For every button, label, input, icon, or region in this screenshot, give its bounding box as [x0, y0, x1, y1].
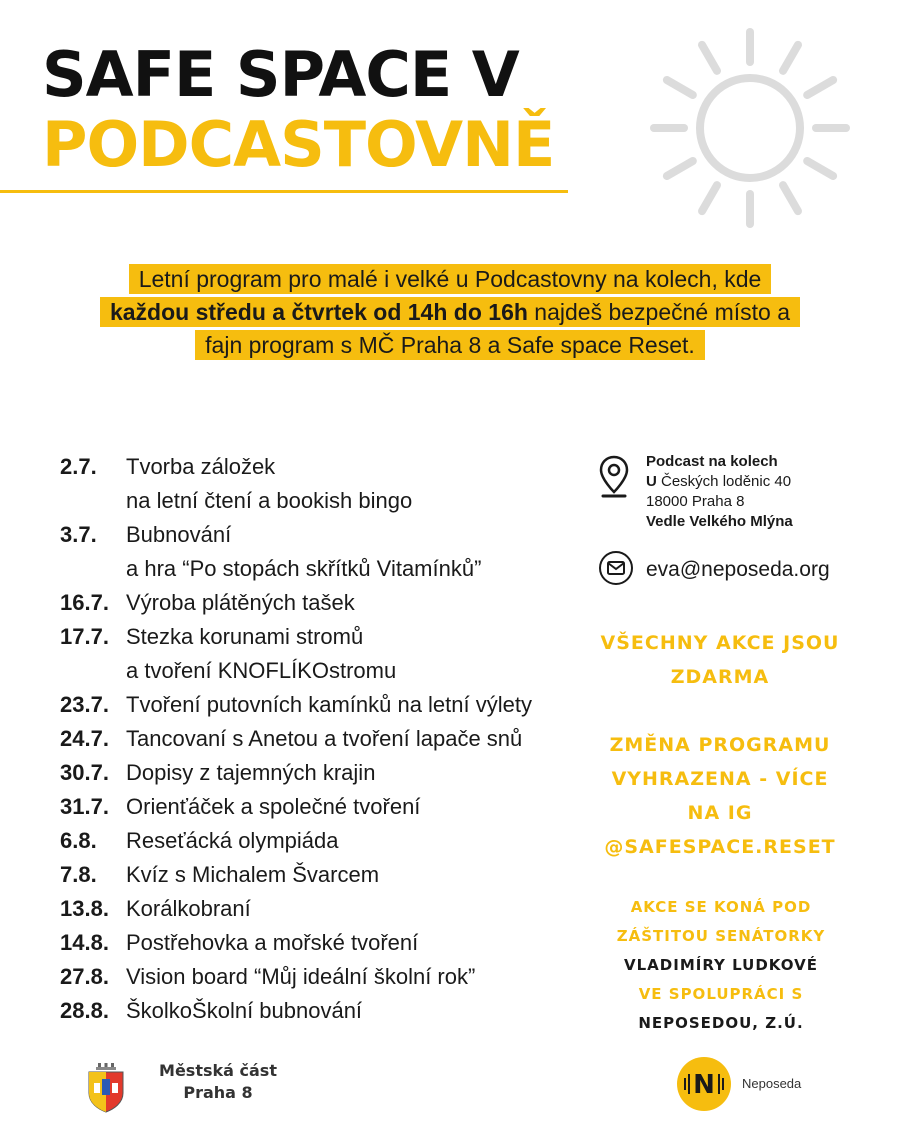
- schedule-activity: a tvoření KNOFLÍKOstromu: [126, 658, 397, 683]
- schedule-item: [60, 654, 620, 688]
- schedule-activity: Tancovaní s Anetou a tvoření lapače snů: [126, 726, 523, 751]
- neposeda-name: Neposeda: [742, 1076, 802, 1091]
- location-street: U Českých loděnic 40: [646, 473, 792, 490]
- schedule-activity: Kvíz s Michalem Švarcem: [126, 862, 380, 887]
- schedule-date: 13.8.: [60, 896, 109, 921]
- schedule-item: [60, 960, 620, 994]
- schedule-item: [60, 518, 620, 552]
- schedule-item: [60, 620, 620, 654]
- sun-ray: [783, 185, 798, 211]
- sun-ray: [702, 45, 717, 71]
- schedule-activity: Výroba plátěných tašek: [126, 590, 355, 615]
- intro-highlight: každou středu a čtvrtek od 14h do 16h: [109, 299, 528, 325]
- schedule-date: [60, 654, 126, 688]
- neposeda-logo: [676, 1056, 732, 1112]
- schedule-activity: ŠkolkoŠkolní bubnování: [126, 998, 363, 1023]
- sun-ray: [807, 80, 833, 95]
- schedule-date: 31.7.: [60, 794, 109, 819]
- schedule-date: 23.7.: [60, 692, 109, 717]
- schedule-item: [60, 450, 620, 484]
- schedule-date: 16.7.: [60, 590, 109, 615]
- schedule-item: [60, 484, 620, 518]
- schedule-activity: Vision board “Můj ideální školní rok”: [126, 964, 476, 989]
- location-name: Podcast na kolech: [646, 453, 778, 470]
- map-pin-icon: [598, 454, 630, 502]
- schedule-date: [60, 552, 126, 586]
- sun-ray: [667, 80, 693, 95]
- svg-text:N: N: [693, 1070, 715, 1100]
- schedule-item: [60, 892, 620, 926]
- sun-ray: [783, 45, 798, 71]
- sun-icon: [648, 26, 852, 230]
- schedule-date: [60, 484, 126, 518]
- schedule-activity: Bubnování: [126, 522, 232, 547]
- schedule-item: [60, 722, 620, 756]
- schedule-date: 30.7.: [60, 760, 109, 785]
- praha-8-crest-logo: [86, 1063, 126, 1113]
- schedule-item: [60, 926, 620, 960]
- schedule-item: [60, 756, 620, 790]
- intro-text: Letní program pro malé i velké u Podcastovny na kolech, kde každou středu a čtvrtek od 14h do 16h najdeš bezpečné místo a fajn program s MČ Praha 8 a Safe space Reset.: [0, 263, 900, 362]
- location-city: 18000 Praha 8: [646, 493, 745, 510]
- district-name: Městská část Praha 8: [159, 1061, 277, 1102]
- schedule-item: [60, 994, 620, 1028]
- schedule-item: [60, 586, 620, 620]
- mail-icon: [598, 550, 634, 586]
- schedule-date: 6.8.: [60, 828, 97, 853]
- schedule-activity: Dopisy z tajemných krajin: [126, 760, 376, 785]
- schedule-activity: Orienťáček a společné tvoření: [126, 794, 421, 819]
- schedule-activity: Reseťácká olympiáda: [126, 828, 339, 853]
- sun-ray: [807, 161, 833, 176]
- schedule-activity: Tvorba záložek: [126, 454, 276, 479]
- schedule-list: [60, 450, 620, 1028]
- title-line-1: SAFE SPACE V: [42, 38, 519, 111]
- schedule-item: [60, 790, 620, 824]
- program-change-note: ZMĚNA PROGRAMU VYHRAZENA - VÍCE NA IG @SAFESPACE.RESET: [588, 728, 852, 864]
- schedule-date: 2.7.: [60, 454, 97, 479]
- schedule-date: 24.7.: [60, 726, 109, 751]
- sun-ray: [702, 185, 717, 211]
- patronage-note: AKCE SE KONÁ POD ZÁŠTITOU SENÁTORKY VLADIMÍRY LUDKOVÉ VE SPOLUPRÁCI S NEPOSEDOU, Z.Ú.: [616, 898, 826, 1032]
- sun-ray: [667, 161, 693, 176]
- schedule-item: [60, 552, 620, 586]
- schedule-date: 7.8.: [60, 862, 97, 887]
- schedule-date: 27.8.: [60, 964, 109, 989]
- free-events-note: VŠECHNY AKCE JSOU ZDARMA: [600, 632, 840, 688]
- location-landmark: Vedle Velkého Mlýna: [646, 513, 793, 530]
- schedule-date: 28.8.: [60, 998, 109, 1023]
- schedule-item: [60, 858, 620, 892]
- schedule-activity: Stezka korunami stromů: [126, 624, 364, 649]
- schedule-activity: Postřehovka a mořské tvoření: [126, 930, 419, 955]
- schedule-date: 14.8.: [60, 930, 109, 955]
- schedule-date: 3.7.: [60, 522, 97, 547]
- schedule-activity: a hra “Po stopách skřítků Vitamínků”: [126, 556, 482, 581]
- instagram-handle[interactable]: @SAFESPACE.RESET: [604, 836, 836, 858]
- contact-email[interactable]: eva@neposeda.org: [646, 558, 830, 581]
- title-underline: [0, 190, 568, 193]
- schedule-activity: Korálkobraní: [126, 896, 251, 921]
- schedule-item: [60, 824, 620, 858]
- schedule-date: 17.7.: [60, 624, 109, 649]
- title-line-2: PODCASTOVNĚ: [42, 108, 555, 181]
- schedule-activity: Tvoření putovních kamínků na letní výlety: [126, 692, 532, 717]
- schedule-activity: na letní čtení a bookish bingo: [126, 488, 413, 513]
- schedule-item: [60, 688, 620, 722]
